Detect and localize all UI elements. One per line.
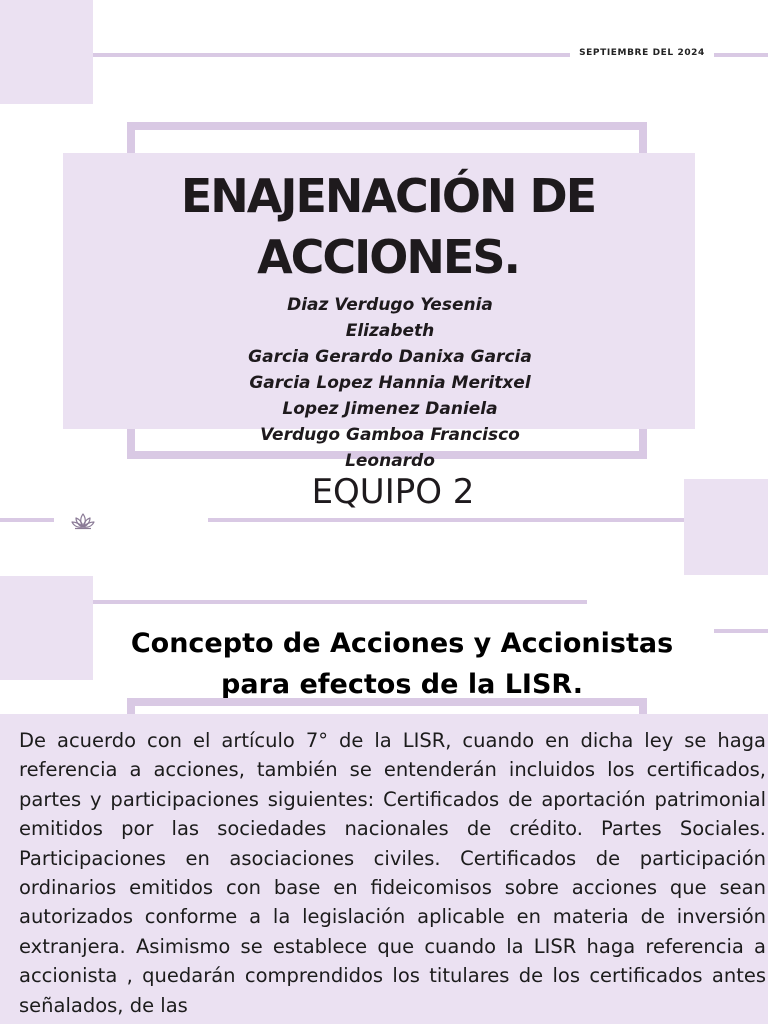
section-title-line: Concepto de Acciones y Accionistas <box>130 628 674 659</box>
member-line: Leonardo <box>345 451 435 471</box>
header-rule-right <box>714 53 768 57</box>
member-line: Garcia Lopez Hannia Meritxel <box>249 373 531 393</box>
cover-title <box>63 166 713 288</box>
corner-square-top-left <box>0 0 93 104</box>
corner-square-left <box>0 576 93 680</box>
section-body: De acuerdo con el artículo 7° de la LISR, cuando en dicha ley se haga referencia a acciones, también se entenderán incluidos los certificados, partes y participaciones siguientes: Certificados de aportación patrimonial emitidos por las sociedades nacionales de crédito. Partes Sociales. Participaciones en asociaciones civiles. Certificados de participación ordinarios emitidos con base en fideicomisos sobre acciones que sean autorizados conforme a la legislación aplicable en materia de inversión extranjera. Asimismo se establece que cuando la LISR haga referencia a accionista , quedarán comprendidos los titulares de los certificados antes señalados, de las <box>19 729 766 1017</box>
section-rule-left <box>93 600 587 604</box>
lotus-icon <box>70 511 96 531</box>
cover-date: SEPTIEMBRE DEL 2024 <box>579 48 705 58</box>
member-line: Garcia Gerardo Danixa Garcia <box>248 347 532 367</box>
section-rule-right <box>714 629 768 633</box>
corner-square-mid-right <box>684 479 768 575</box>
section-title-line: para efectos de la LISR. <box>221 669 583 700</box>
section-title <box>90 623 714 705</box>
member-line: Lopez Jimenez Daniela <box>282 399 498 419</box>
team-members <box>230 292 550 474</box>
header-rule-left <box>93 53 570 57</box>
member-line: Diaz Verdugo Yesenia <box>287 295 493 315</box>
team-label: EQUIPO 2 <box>311 472 475 512</box>
member-line: Elizabeth <box>345 321 435 341</box>
member-line: Verdugo Gamboa Francisco <box>260 425 520 445</box>
divider-left <box>0 518 54 522</box>
cover-title-line: ENAJENACIÓN DE <box>180 169 596 223</box>
divider-right <box>208 518 686 522</box>
cover-title-line: ACCIONES. <box>257 230 519 284</box>
